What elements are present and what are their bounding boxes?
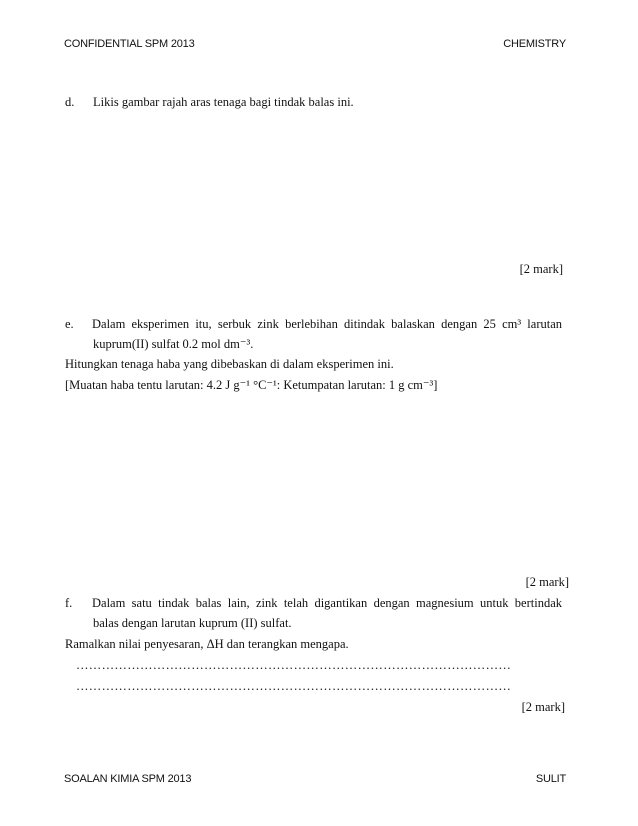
question-d-text: Likis gambar rajah aras tenaga bagi tindak balas ini. bbox=[93, 95, 354, 109]
answer-line-2: ………………………………………………………………………………………… bbox=[76, 679, 512, 693]
question-e-line2: kuprum(II) sulfat 0.2 mol dm⁻³. bbox=[93, 337, 254, 351]
question-e-mark: [2 mark] bbox=[525, 575, 569, 589]
question-f-line2: balas dengan larutan kuprum (II) sulfat. bbox=[93, 616, 292, 630]
footer-left: SOALAN KIMIA SPM 2013 bbox=[64, 773, 192, 785]
footer-right: SULIT bbox=[535, 773, 566, 785]
header-right: CHEMISTRY bbox=[503, 38, 566, 50]
question-e-data: [Muatan haba tentu larutan: 4.2 J g⁻¹ °C⁻¹: Ketumpatan larutan: 1 g cm⁻³] bbox=[65, 378, 438, 392]
answer-line-1: ………………………………………………………………………………………… bbox=[76, 658, 512, 672]
question-d-label: d. bbox=[65, 95, 75, 109]
question-d-mark: [2 mark] bbox=[519, 262, 563, 276]
question-e-line1: Dalam eksperimen itu, serbuk zink berlebihan ditindak balaskan dengan 25 cm³ larutan bbox=[92, 317, 562, 331]
question-f-mark: [2 mark] bbox=[521, 700, 565, 714]
question-f-label: f. bbox=[65, 596, 73, 610]
question-e-line3: Hitungkan tenaga haba yang dibebaskan di dalam eksperimen ini. bbox=[65, 357, 394, 371]
question-f-line1: Dalam satu tindak balas lain, zink telah digantikan dengan magnesium untuk bertindak bbox=[92, 596, 562, 610]
header-left: CONFIDENTIAL SPM 2013 bbox=[64, 38, 195, 50]
question-e-label: e. bbox=[65, 317, 74, 331]
question-f-line3: Ramalkan nilai penyesaran, ΔH dan terangkan mengapa. bbox=[65, 637, 349, 651]
